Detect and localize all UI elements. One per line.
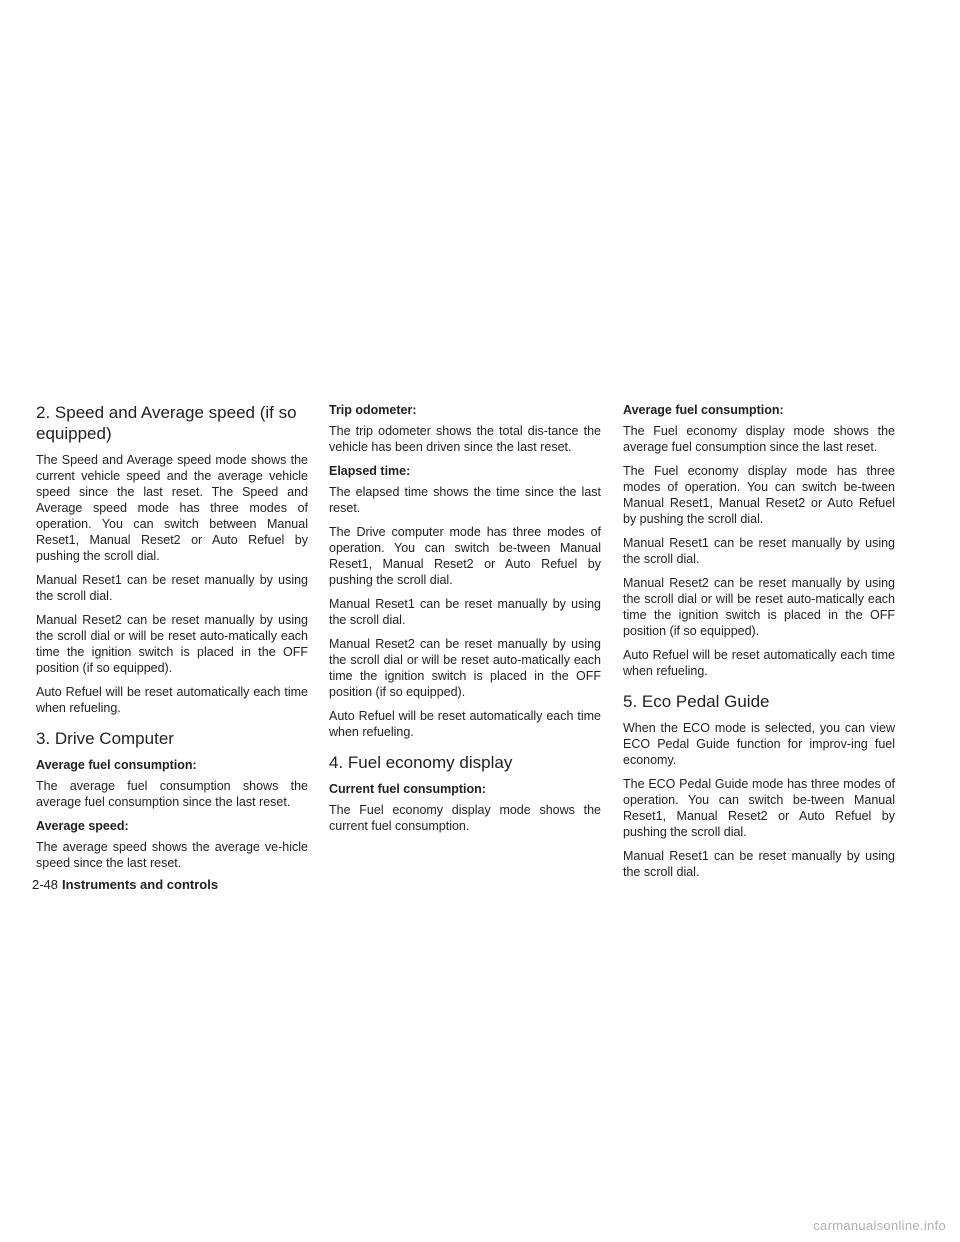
subheading: Average speed: <box>36 819 129 833</box>
paragraph: The average speed shows the average ve-hicle speed since the last reset. <box>36 840 308 870</box>
paragraph: When the ECO mode is selected, you can view ECO Pedal Guide function for improv-ing fuel economy. <box>623 721 895 767</box>
paragraph: The ECO Pedal Guide mode has three modes of operation. You can switch be-tween Manual Reset1, Manual Reset2 or Auto Refuel by pushing the scroll dial. <box>623 777 895 839</box>
footer-section-title: Instruments and controls <box>62 877 219 892</box>
paragraph: The elapsed time shows the time since the last reset. <box>329 485 601 515</box>
subheading: Average fuel consumption: <box>36 758 197 772</box>
paragraph: Manual Reset2 can be reset manually by using the scroll dial or will be reset auto-matically each time the ignition switch is placed in the OFF position (if so equipped). <box>36 613 308 675</box>
subheading: Average fuel consumption: <box>623 403 784 417</box>
section-3-title: 3. Drive Computer <box>36 729 174 748</box>
section-2-title: 2. Speed and Average speed (if so equipped) <box>36 403 297 443</box>
subheading: Trip odometer: <box>329 403 417 417</box>
paragraph: Manual Reset2 can be reset manually by using the scroll dial or will be reset auto-matically each time the ignition switch is placed in the OFF position (if so equipped). <box>623 576 895 638</box>
section-4-title: 4. Fuel economy display <box>329 753 513 772</box>
paragraph: Auto Refuel will be reset automatically each time when refueling. <box>36 685 308 715</box>
paragraph: The Fuel economy display mode has three modes of operation. You can switch be-tween Manual Reset1, Manual Reset2 or Auto Refuel by pushing the scroll dial. <box>623 464 895 526</box>
section-5-title: 5. Eco Pedal Guide <box>623 692 770 711</box>
paragraph: Auto Refuel will be reset automatically each time when refueling. <box>623 648 895 678</box>
paragraph: Manual Reset1 can be reset manually by using the scroll dial. <box>623 849 895 879</box>
paragraph: The average fuel consumption shows the average fuel consumption since the last reset. <box>36 779 308 809</box>
subheading: Elapsed time: <box>329 464 411 478</box>
column-left <box>36 402 308 879</box>
column-right <box>623 402 895 888</box>
paragraph: Manual Reset1 can be reset manually by using the scroll dial. <box>329 597 601 627</box>
paragraph: Manual Reset1 can be reset manually by using the scroll dial. <box>36 573 308 603</box>
paragraph: Manual Reset2 can be reset manually by using the scroll dial or will be reset auto-matically each time the ignition switch is placed in the OFF position (if so equipped). <box>329 637 601 699</box>
paragraph: The trip odometer shows the total dis-tance the vehicle has been driven since the last reset. <box>329 424 601 454</box>
paragraph: Manual Reset1 can be reset manually by using the scroll dial. <box>623 536 895 566</box>
paragraph: The Drive computer mode has three modes of operation. You can switch be-tween Manual Reset1, Manual Reset2 or Auto Refuel by pushing the scroll dial. <box>329 525 601 587</box>
page-number: 2-48 <box>32 877 59 892</box>
paragraph: The Fuel economy display mode shows the average fuel consumption since the last reset. <box>623 424 895 454</box>
watermark: carmanualsonline.info <box>813 1218 946 1233</box>
column-middle <box>329 402 601 842</box>
paragraph: The Fuel economy display mode shows the current fuel consumption. <box>329 803 601 833</box>
paragraph: Auto Refuel will be reset automatically each time when refueling. <box>329 709 601 739</box>
paragraph: The Speed and Average speed mode shows the current vehicle speed and the average vehicle speed since the last reset. The Speed and Average speed mode has three modes of operation. You can switch between Manual Reset1, Manual Reset2 or Auto Refuel by pushing the scroll dial. <box>36 453 308 563</box>
subheading: Current fuel consumption: <box>329 782 486 796</box>
page-footer <box>32 877 218 893</box>
